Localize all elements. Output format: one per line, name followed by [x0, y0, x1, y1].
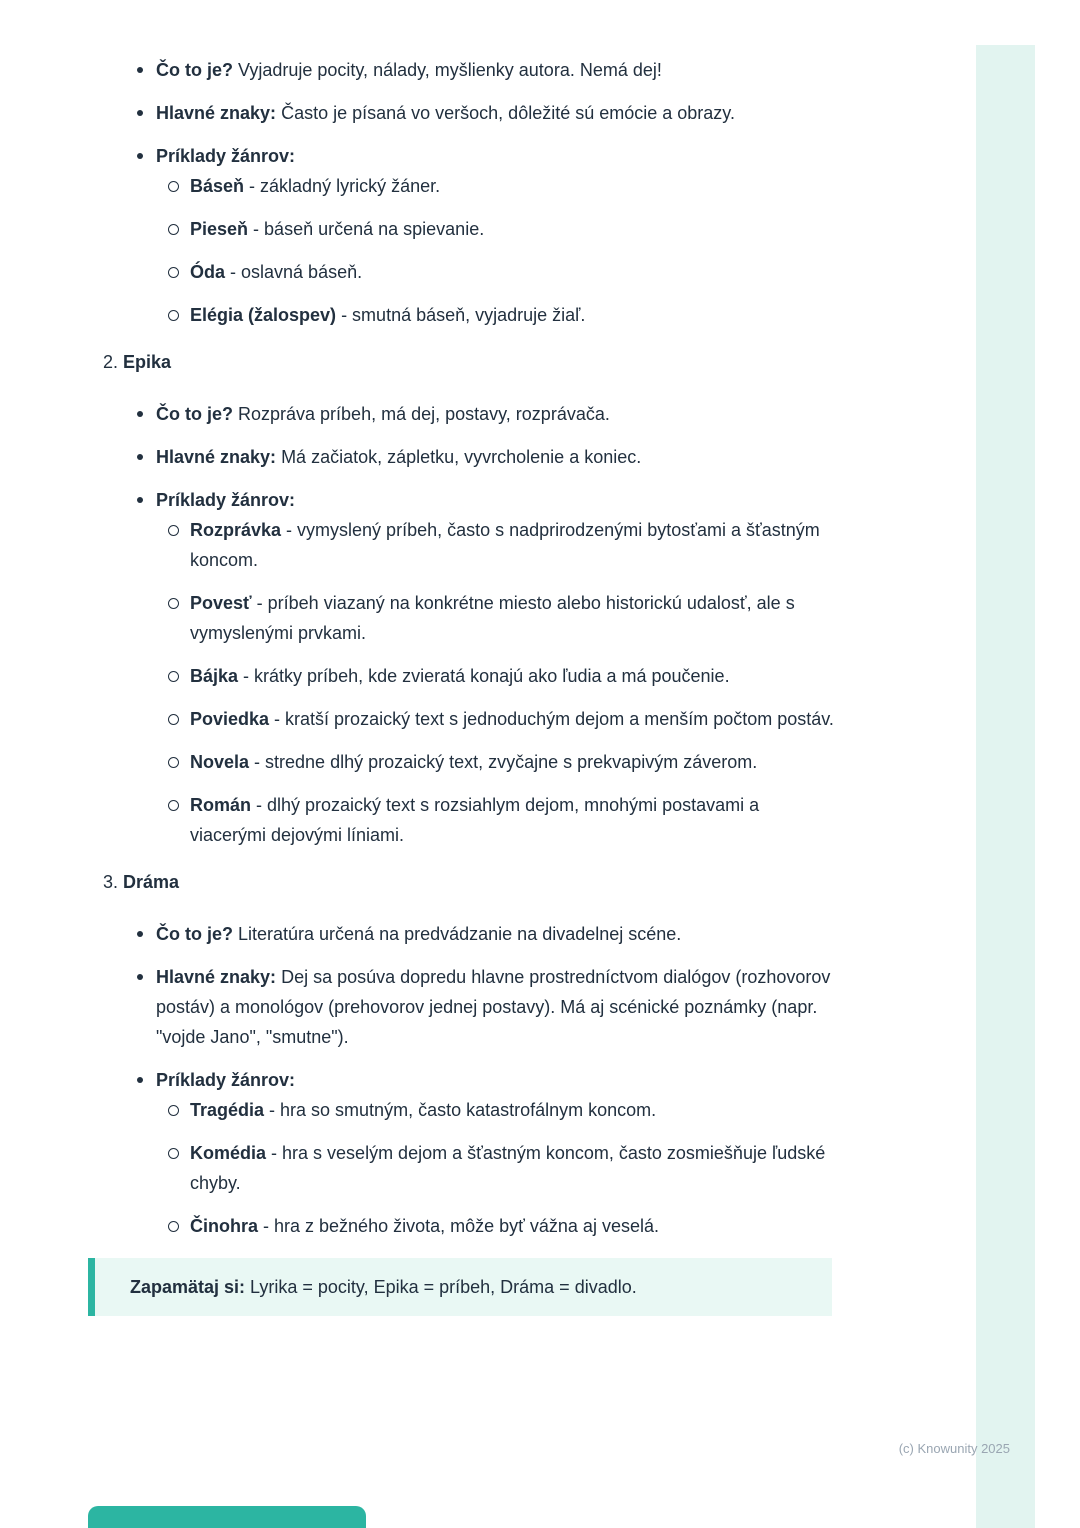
bullet-lead: Čo to je? [156, 60, 233, 80]
bullet-lead: Hlavné znaky: [156, 103, 277, 123]
list-item [190, 300, 835, 330]
lyrika-genre-list [156, 171, 835, 330]
list-item [156, 55, 835, 85]
list-item [190, 661, 835, 691]
genre-text: - krátky príbeh, kde zvieratá konajú ako ľudia a má poučenie. [238, 666, 730, 686]
bullet-text: Literatúra určená na predvádzanie na divadelnej scéne. [233, 924, 682, 944]
genre-term: Román [190, 795, 252, 815]
genre-term: Bájka [190, 666, 239, 686]
genre-term: Novela [190, 752, 250, 772]
list-item [190, 747, 835, 777]
list-item [156, 485, 835, 850]
list-item [156, 919, 835, 949]
drama-bullet-list [103, 919, 835, 1241]
callout-text: Lyrika = pocity, Epika = príbeh, Dráma = divadlo. [245, 1277, 637, 1297]
genre-text: - dlhý prozaický text s rozsiahlym dejom, mnohými postavami a viacerými dejovými líniami. [190, 795, 760, 845]
list-item [190, 704, 835, 734]
genre-term: Báseň [190, 176, 245, 196]
genre-term: Óda [190, 262, 226, 282]
genre-text: - hra s veselým dejom a šťastným koncom, často zosmiešňuje ľudské chyby. [190, 1143, 826, 1193]
section-title: Dráma [123, 872, 180, 892]
list-item [190, 790, 835, 850]
bullet-text: Často je písaná vo veršoch, dôležité sú emócie a obrazy. [276, 103, 735, 123]
epika-bullet-list [103, 399, 835, 850]
bullet-lead: Čo to je? [156, 404, 233, 424]
genre-term: Činohra [190, 1216, 259, 1236]
genre-text: - hra z bežného života, môže byť vážna aj veselá. [258, 1216, 659, 1236]
list-item [190, 1211, 835, 1241]
bullet-text: Dej sa posúva dopredu hlavne prostredníctvom dialógov (rozhovorov postáv) a monológov (prehovorov jednej postavy). Má aj scénické poznámky (napr. "vojde Jano", "smutne"). [156, 967, 831, 1047]
genre-term: Poviedka [190, 709, 270, 729]
lyrika-bullet-list [103, 55, 835, 330]
genre-term: Komédia [190, 1143, 267, 1163]
genre-text: - oslavná báseň. [225, 262, 363, 282]
list-item [190, 1095, 835, 1125]
callout-note [88, 1258, 832, 1316]
bullet-lead: Hlavné znaky: [156, 967, 277, 987]
genre-term: Rozprávka [190, 520, 282, 540]
bullet-lead: Príklady žánrov: [156, 146, 296, 166]
side-strip-decoration [976, 45, 1035, 1528]
genre-text: - stredne dlhý prozaický text, zvyčajne s prekvapivým záverom. [249, 752, 758, 772]
genre-term: Pieseň [190, 219, 249, 239]
list-item [156, 98, 835, 128]
genre-term: Povesť [190, 593, 252, 613]
bullet-lead: Príklady žánrov: [156, 1070, 296, 1090]
bullet-text: Vyjadruje pocity, nálady, myšlienky autora. Nemá dej! [233, 60, 662, 80]
drama-genre-list [156, 1095, 835, 1241]
section-title: Epika [123, 352, 172, 372]
genre-text: - príbeh viazaný na konkrétne miesto alebo historickú udalosť, ale s vymyslenými prvkami. [190, 593, 795, 643]
genre-text: - hra so smutným, často katastrofálnym koncom. [264, 1100, 657, 1120]
genre-text: - kratší prozaický text s jednoduchým dejom a menším počtom postáv. [269, 709, 834, 729]
genre-text: - smutná báseň, vyjadruje žiaľ. [336, 305, 586, 325]
epika-genre-list [156, 515, 835, 850]
section-number: 3. [103, 872, 119, 892]
section-heading-epika [103, 347, 835, 377]
list-item [190, 214, 835, 244]
section-heading-drama [103, 867, 835, 897]
list-item [156, 141, 835, 330]
bullet-lead: Hlavné znaky: [156, 447, 277, 467]
list-item [190, 588, 835, 648]
list-item [190, 257, 835, 287]
bullet-lead: Čo to je? [156, 924, 233, 944]
list-item [190, 171, 835, 201]
genre-term: Tragédia [190, 1100, 265, 1120]
genre-term: Elégia (žalospev) [190, 305, 337, 325]
bullet-lead: Príklady žánrov: [156, 490, 296, 510]
copyright-watermark: (c) Knowunity 2025 [898, 1441, 1010, 1456]
next-section-bar [88, 1506, 366, 1528]
list-item [156, 442, 835, 472]
genre-text: - základný lyrický žáner. [244, 176, 441, 196]
list-item [156, 962, 835, 1052]
callout-lead: Zapamätaj si: [130, 1277, 246, 1297]
genre-text: - vymyslený príbeh, často s nadprirodzenými bytosťami a šťastným koncom. [190, 520, 820, 570]
list-item [190, 515, 835, 575]
genre-text: - báseň určená na spievanie. [248, 219, 485, 239]
list-item [156, 1065, 835, 1241]
bullet-text: Má začiatok, zápletku, vyvrcholenie a koniec. [276, 447, 642, 467]
section-number: 2. [103, 352, 119, 372]
document-content [103, 0, 835, 1241]
bullet-text: Rozpráva príbeh, má dej, postavy, rozprávača. [233, 404, 610, 424]
list-item [156, 399, 835, 429]
list-item [190, 1138, 835, 1198]
